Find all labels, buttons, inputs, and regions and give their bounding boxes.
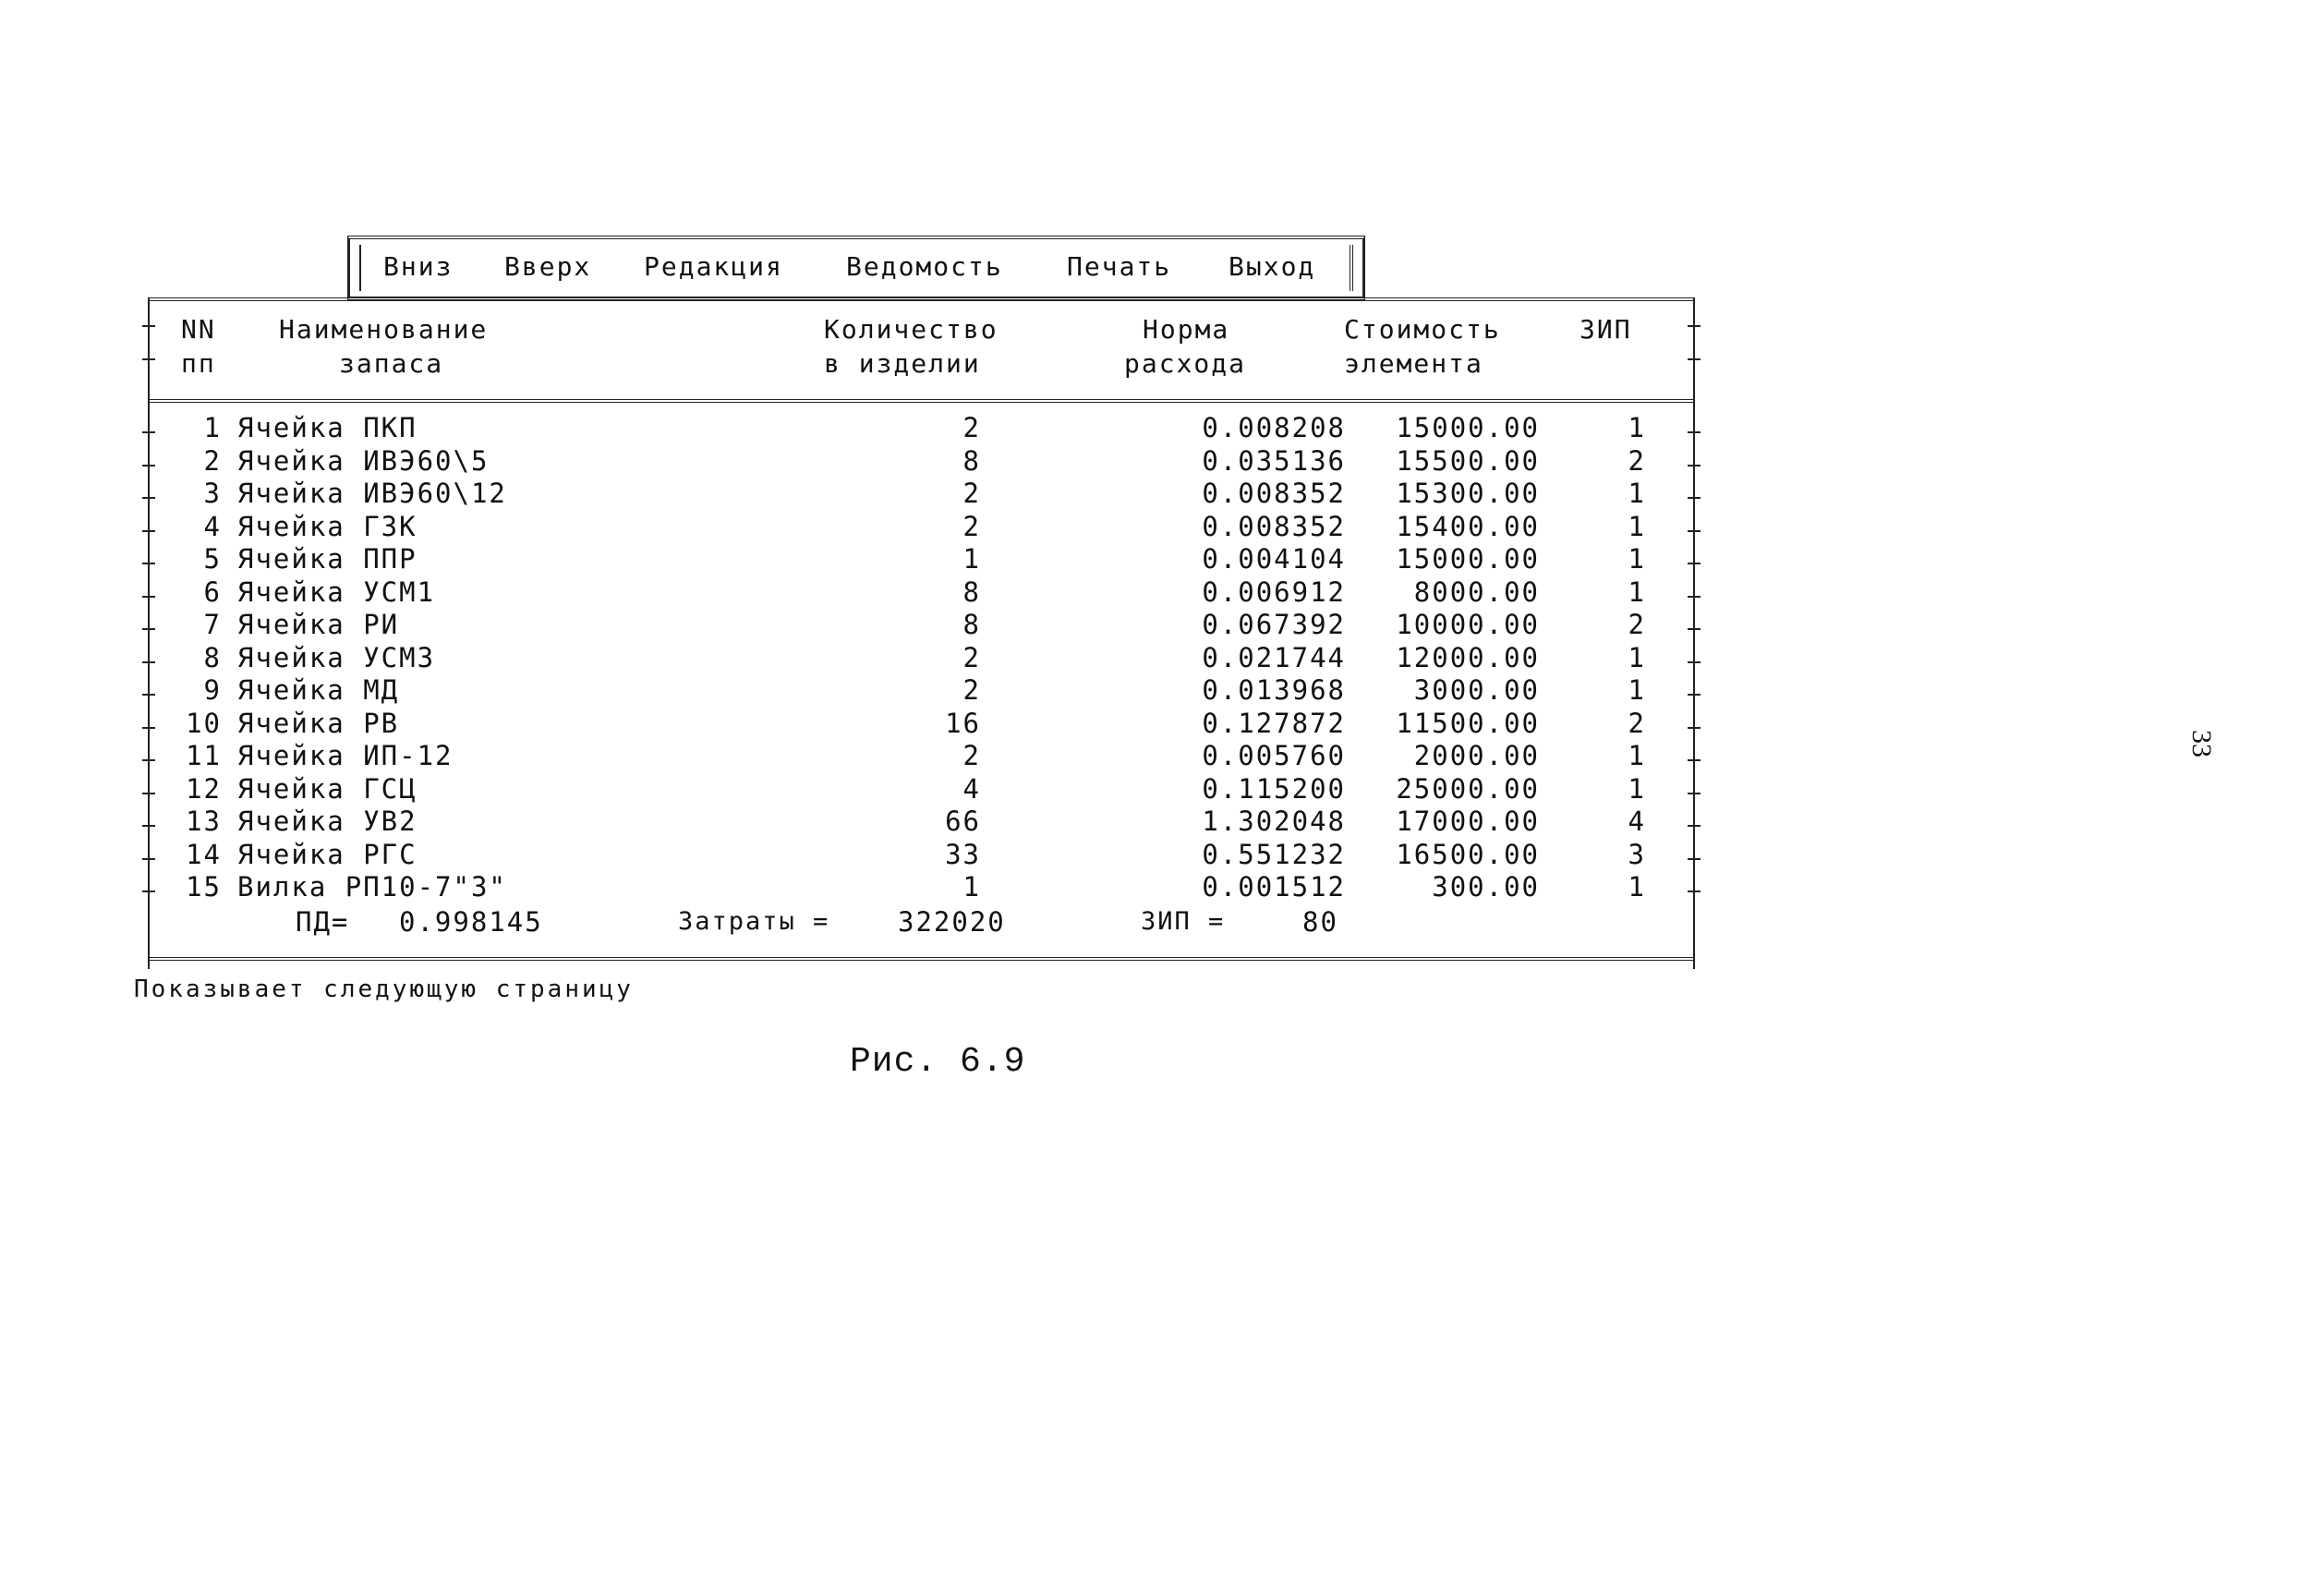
row-norm: 0.551232 (1202, 838, 1346, 870)
row-tick (142, 661, 155, 663)
menu-item-statement[interactable]: Ведомость (846, 251, 1003, 282)
row-cost: 10000.00 (1396, 609, 1540, 640)
row-tick (1688, 596, 1701, 598)
menu-item-edit[interactable]: Редакция (644, 251, 783, 282)
row-number: 7 (203, 609, 222, 640)
row-norm: 0.127872 (1202, 707, 1346, 739)
row-zip: 1 (1628, 674, 1646, 706)
table-row (150, 510, 1693, 543)
row-zip: 3 (1628, 838, 1646, 870)
row-zip: 1 (1628, 510, 1646, 542)
row-zip: 1 (1628, 575, 1646, 608)
row-tick (1688, 727, 1701, 729)
row-tick (1688, 628, 1701, 630)
row-norm: 0.067392 (1202, 609, 1346, 640)
row-cost: 15300.00 (1396, 478, 1540, 509)
row-tick (1688, 694, 1701, 696)
row-name: Ячейка УСМ1 (237, 575, 436, 608)
row-cost: 12000.00 (1396, 641, 1540, 673)
row-cost: 8000.00 (1413, 575, 1540, 608)
row-name: Ячейка ГЗК (237, 510, 418, 542)
row-name: Ячейка РИ (237, 609, 400, 640)
summary-zip-label: ЗИП = (1141, 907, 1226, 936)
row-zip: 1 (1628, 412, 1646, 443)
table-row (150, 542, 1693, 575)
summary-row (150, 905, 1693, 939)
header-zip: ЗИП (1580, 314, 1632, 345)
header-cost: Стоимость (1344, 314, 1501, 345)
row-name: Ячейка ИВЭ60\5 (237, 444, 490, 477)
row-number: 8 (203, 641, 222, 673)
row-tick (142, 530, 155, 532)
page-number: 33 (2186, 730, 2217, 757)
row-tick (142, 563, 155, 564)
header-norm: Норма (1143, 314, 1230, 345)
summary-pd-label: ПД= (296, 906, 350, 938)
summary-zip-value: 80 (1302, 906, 1338, 938)
row-tick (142, 694, 155, 696)
row-quantity: 2 (962, 510, 981, 542)
header-norm-sub: расхода (1124, 348, 1247, 379)
row-cost: 300.00 (1432, 871, 1540, 903)
row-number: 3 (203, 478, 222, 509)
row-tick (1688, 431, 1701, 433)
row-name: Вилка РП10-7"3" (237, 871, 507, 903)
row-number: 11 (186, 740, 222, 771)
row-zip: 1 (1628, 543, 1646, 575)
table-row (150, 444, 1693, 478)
row-quantity: 1 (962, 871, 981, 903)
table-row (150, 608, 1693, 641)
menu-item-exit[interactable]: Выход (1229, 251, 1316, 282)
row-name: Ячейка ИВЭ60\12 (237, 478, 507, 509)
header-quantity: Количество (824, 314, 999, 345)
row-tick (142, 465, 155, 466)
table-row (150, 673, 1693, 707)
row-quantity: 1 (962, 543, 981, 575)
row-number: 2 (203, 444, 222, 477)
row-name: Ячейка РГС (237, 838, 418, 870)
header-nn: NN (181, 314, 216, 345)
row-tick (1688, 465, 1701, 466)
table-row (150, 477, 1693, 510)
summary-cost-label: Затраты = (678, 907, 830, 936)
row-zip: 1 (1628, 772, 1646, 805)
row-cost: 15500.00 (1396, 444, 1540, 477)
row-name: Ячейка ИП-12 (237, 740, 454, 771)
row-tick (142, 628, 155, 630)
header-tick (142, 325, 155, 327)
row-tick (142, 431, 155, 433)
row-number: 5 (203, 543, 222, 575)
row-number: 1 (203, 412, 222, 443)
row-norm: 0.008352 (1202, 510, 1346, 542)
row-tick (142, 793, 155, 794)
row-quantity: 4 (962, 772, 981, 805)
row-quantity: 8 (962, 575, 981, 608)
row-number: 14 (186, 838, 222, 870)
row-quantity: 2 (962, 641, 981, 673)
figure-caption: Рис. 6.9 (850, 1042, 1026, 1082)
row-number: 12 (186, 772, 222, 805)
row-norm: 0.004104 (1202, 543, 1346, 575)
row-tick (1688, 793, 1701, 794)
row-tick (142, 890, 155, 892)
table-row (150, 707, 1693, 740)
row-tick (1688, 858, 1701, 860)
row-tick (1688, 661, 1701, 663)
row-norm: 0.008352 (1202, 478, 1346, 509)
row-quantity: 16 (945, 707, 981, 739)
row-zip: 1 (1628, 871, 1646, 903)
row-number: 6 (203, 575, 222, 608)
menu-item-print[interactable]: Печать (1067, 251, 1172, 282)
table-row (150, 641, 1693, 674)
row-name: Ячейка ГСЦ (237, 772, 418, 805)
row-name: Ячейка МД (237, 674, 400, 706)
header-name-sub: запаса (339, 348, 444, 379)
row-name: Ячейка ППР (237, 543, 418, 575)
row-cost: 2000.00 (1413, 740, 1540, 771)
row-number: 4 (203, 510, 222, 542)
table-row (150, 575, 1693, 609)
row-tick (142, 727, 155, 729)
row-quantity: 33 (945, 838, 981, 870)
frame-top-border (150, 297, 1693, 301)
status-line: Показывает следующую страницу (134, 975, 634, 1003)
row-tick (142, 858, 155, 860)
menu-item-up[interactable]: Вверх (504, 251, 592, 282)
header-tick (1688, 358, 1701, 360)
table-row (150, 411, 1693, 444)
row-tick (142, 596, 155, 598)
table-frame (148, 297, 1695, 969)
row-norm: 0.005760 (1202, 740, 1346, 771)
row-number: 10 (186, 707, 222, 739)
row-quantity: 2 (962, 478, 981, 509)
row-quantity: 2 (962, 740, 981, 771)
summary-pd-value: 0.998145 (399, 906, 543, 938)
row-zip: 1 (1628, 478, 1646, 509)
row-name: Ячейка РВ (237, 707, 400, 739)
row-zip: 2 (1628, 707, 1646, 739)
frame-bottom-border (150, 957, 1693, 961)
table-row (150, 772, 1693, 806)
row-tick (1688, 530, 1701, 532)
menu-item-down[interactable]: Вниз (383, 251, 454, 282)
row-cost: 25000.00 (1396, 772, 1540, 805)
row-tick (1688, 563, 1701, 564)
row-norm: 0.006912 (1202, 575, 1346, 608)
row-norm: 1.302048 (1202, 806, 1346, 837)
header-quantity-sub: в изделии (824, 348, 981, 379)
table-row (150, 739, 1693, 772)
row-quantity: 2 (962, 674, 981, 706)
row-zip: 2 (1628, 609, 1646, 640)
row-cost: 15000.00 (1396, 543, 1540, 575)
row-number: 13 (186, 806, 222, 837)
row-tick (1688, 497, 1701, 499)
row-tick (1688, 890, 1701, 892)
table-row (150, 805, 1693, 838)
row-quantity: 66 (945, 806, 981, 837)
row-norm: 0.001512 (1202, 871, 1346, 903)
row-name: Ячейка ПКП (237, 412, 418, 443)
row-tick (1688, 759, 1701, 761)
row-tick (142, 759, 155, 761)
row-number: 9 (203, 674, 222, 706)
row-number: 15 (186, 871, 222, 903)
row-zip: 4 (1628, 806, 1646, 837)
header-pp: пп (181, 348, 216, 379)
table-row (150, 870, 1693, 903)
row-quantity: 2 (962, 412, 981, 443)
row-tick (142, 825, 155, 827)
header-separator (150, 399, 1693, 403)
header-tick (142, 358, 155, 360)
row-cost: 16500.00 (1396, 838, 1540, 870)
row-norm: 0.035136 (1202, 444, 1346, 477)
row-zip: 2 (1628, 444, 1646, 477)
row-norm: 0.021744 (1202, 641, 1346, 673)
row-name: Ячейка УВ2 (237, 806, 418, 837)
row-tick (1688, 825, 1701, 827)
row-zip: 1 (1628, 740, 1646, 771)
row-norm: 0.008208 (1202, 412, 1346, 443)
row-name: Ячейка УСМ3 (237, 641, 436, 673)
row-quantity: 8 (962, 444, 981, 477)
row-cost: 17000.00 (1396, 806, 1540, 837)
row-cost: 15400.00 (1396, 510, 1540, 542)
row-cost: 15000.00 (1396, 412, 1540, 443)
summary-cost-value: 322020 (898, 906, 1006, 938)
row-cost: 11500.00 (1396, 707, 1540, 739)
row-quantity: 8 (962, 609, 981, 640)
row-tick (142, 497, 155, 499)
row-zip: 1 (1628, 641, 1646, 673)
header-tick (1688, 325, 1701, 327)
row-norm: 0.115200 (1202, 772, 1346, 805)
header-name: Наименование (279, 314, 489, 345)
header-cost-sub: элемента (1344, 348, 1483, 379)
row-norm: 0.013968 (1202, 674, 1346, 706)
row-cost: 3000.00 (1413, 674, 1540, 706)
table-row (150, 838, 1693, 871)
